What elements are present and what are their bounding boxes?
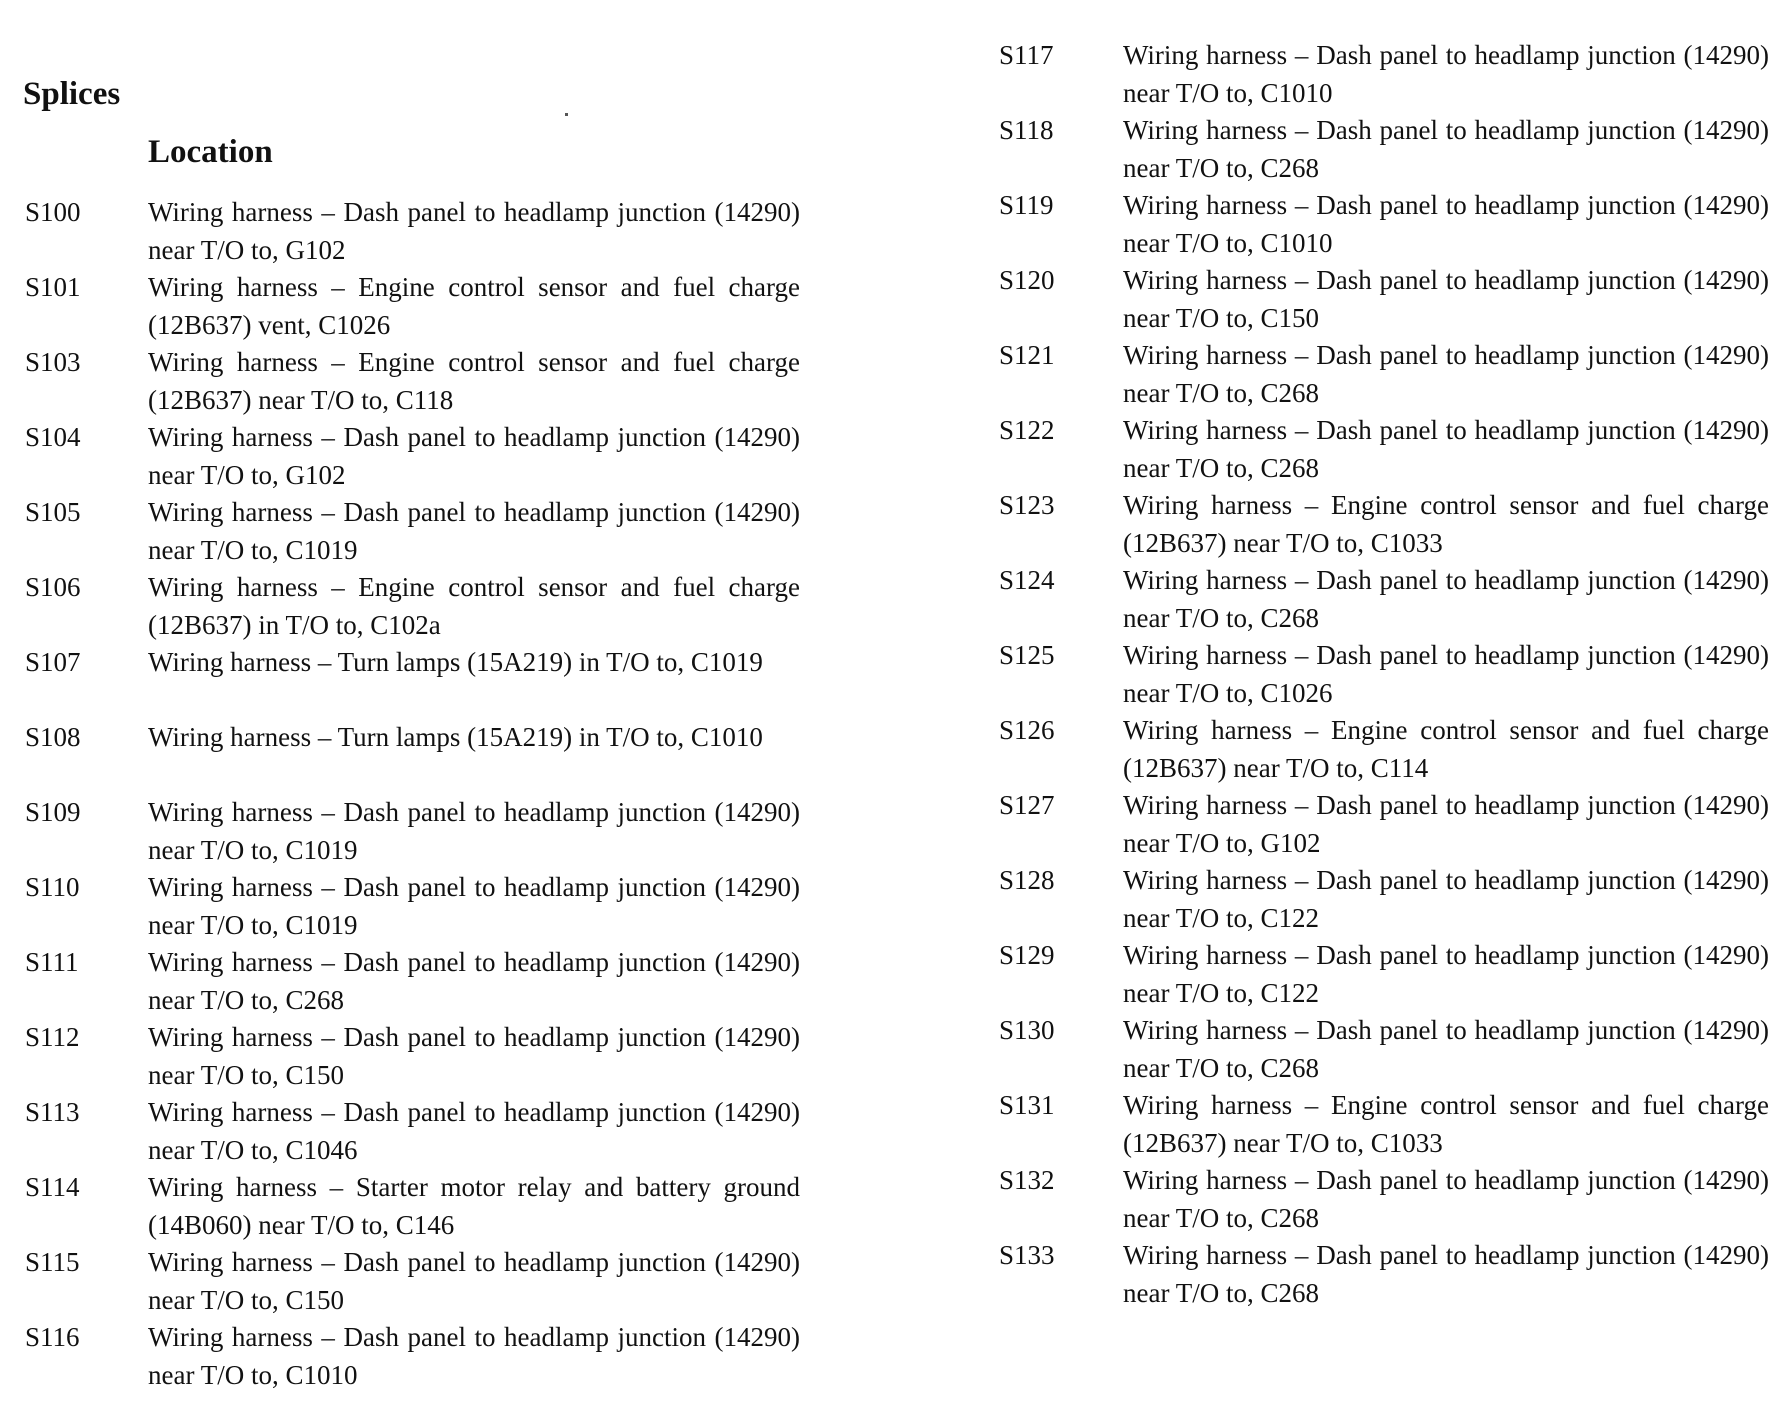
splice-id: S114 xyxy=(25,1172,80,1202)
splice-location: Wiring harness – Dash panel to headlamp junction (14290) near T/O to, C268 xyxy=(1123,1165,1769,1233)
splice-location: Wiring harness – Dash panel to headlamp junction (14290) near T/O to, C122 xyxy=(1123,940,1769,1008)
splice-id: S117 xyxy=(999,40,1054,70)
splice-entry xyxy=(25,343,800,418)
splice-entry xyxy=(999,861,1769,936)
splice-entry xyxy=(999,1161,1769,1236)
splice-location: Wiring harness – Dash panel to headlamp junction (14290) near T/O to, C1010 xyxy=(148,1322,800,1390)
splice-id: S132 xyxy=(999,1165,1055,1195)
splice-location: Wiring harness – Starter motor relay and battery ground (14B060) near T/O to, C146 xyxy=(148,1172,800,1240)
splice-location: Wiring harness – Dash panel to headlamp junction (14290) near T/O to, C268 xyxy=(1123,115,1769,183)
splice-entry xyxy=(25,718,800,793)
right-splice-list xyxy=(999,36,1769,1311)
splice-id: S100 xyxy=(25,197,81,227)
splice-id: S119 xyxy=(999,190,1054,220)
splice-id: S133 xyxy=(999,1240,1055,1270)
splice-id: S115 xyxy=(25,1247,80,1277)
splice-location: Wiring harness – Dash panel to headlamp junction (14290) near T/O to, C150 xyxy=(1123,265,1769,333)
splice-location: Wiring harness – Dash panel to headlamp junction (14290) near T/O to, C268 xyxy=(1123,565,1769,633)
splice-id: S110 xyxy=(25,872,80,902)
splice-location: Wiring harness – Dash panel to headlamp junction (14290) near T/O to, G102 xyxy=(1123,790,1769,858)
splice-id: S126 xyxy=(999,715,1055,745)
splice-entry xyxy=(999,711,1769,786)
splice-entry xyxy=(25,1093,800,1168)
splice-entry xyxy=(999,636,1769,711)
splice-id: S116 xyxy=(25,1322,80,1352)
splice-location: Wiring harness – Dash panel to headlamp junction (14290) near T/O to, C268 xyxy=(1123,340,1769,408)
splice-id: S125 xyxy=(999,640,1055,670)
splice-location: Wiring harness – Dash panel to headlamp junction (14290) near T/O to, C268 xyxy=(1123,1240,1769,1308)
splice-entry xyxy=(999,111,1769,186)
splice-location: Wiring harness – Engine control sensor and fuel charge (12B637) near T/O to, C1033 xyxy=(1123,1090,1769,1158)
splice-entry xyxy=(999,336,1769,411)
splice-location: Wiring harness – Dash panel to headlamp junction (14290) near T/O to, C1026 xyxy=(1123,640,1769,708)
splice-id: S103 xyxy=(25,347,81,377)
splice-id: S111 xyxy=(25,947,79,977)
splice-entry xyxy=(999,486,1769,561)
splice-location: Wiring harness – Dash panel to headlamp junction (14290) near T/O to, C268 xyxy=(1123,1015,1769,1083)
splice-entry xyxy=(25,1018,800,1093)
splice-location: Wiring harness – Dash panel to headlamp junction (14290) near T/O to, C122 xyxy=(1123,865,1769,933)
splice-location: Wiring harness – Dash panel to headlamp junction (14290) near T/O to, G102 xyxy=(148,197,800,265)
splice-id: S108 xyxy=(25,722,81,752)
splice-id: S106 xyxy=(25,572,81,602)
splice-entry xyxy=(999,561,1769,636)
splice-location: Wiring harness – Dash panel to headlamp junction (14290) near T/O to, C1019 xyxy=(148,797,800,865)
splice-location: Wiring harness – Dash panel to headlamp junction (14290) near T/O to, C1019 xyxy=(148,872,800,940)
splice-id: S113 xyxy=(25,1097,80,1127)
splice-id: S131 xyxy=(999,1090,1055,1120)
splice-location: Wiring harness – Dash panel to headlamp junction (14290) near T/O to, C150 xyxy=(148,1022,800,1090)
splice-entry xyxy=(999,36,1769,111)
splice-location: Wiring harness – Engine control sensor and fuel charge (12B637) near T/O to, C118 xyxy=(148,347,800,415)
splice-entry xyxy=(25,1168,800,1243)
splice-id: S104 xyxy=(25,422,81,452)
splice-location: Wiring harness – Engine control sensor and fuel charge (12B637) vent, C1026 xyxy=(148,272,800,340)
splice-id: S112 xyxy=(25,1022,80,1052)
splice-id: S124 xyxy=(999,565,1055,595)
splice-id: S128 xyxy=(999,865,1055,895)
splice-location: Wiring harness – Dash panel to headlamp junction (14290) near T/O to, C1010 xyxy=(1123,40,1769,108)
left-splice-list xyxy=(25,193,800,1393)
splice-entry xyxy=(25,193,800,268)
splice-location: Wiring harness – Dash panel to headlamp junction (14290) near T/O to, C1010 xyxy=(1123,190,1769,258)
splice-location: Wiring harness – Engine control sensor and fuel charge (12B637) in T/O to, C102a xyxy=(148,572,800,640)
splice-id: S123 xyxy=(999,490,1055,520)
stray-dot xyxy=(565,113,568,116)
splice-location: Wiring harness – Dash panel to headlamp junction (14290) near T/O to, G102 xyxy=(148,422,800,490)
splice-entry xyxy=(25,493,800,568)
splice-location: Wiring harness – Turn lamps (15A219) in T/O to, C1010 xyxy=(148,722,763,752)
splice-id: S107 xyxy=(25,647,81,677)
splice-id: S105 xyxy=(25,497,81,527)
splice-entry xyxy=(999,1086,1769,1161)
splice-id: S109 xyxy=(25,797,81,827)
page-title: Splices xyxy=(23,76,121,112)
splice-entry xyxy=(999,936,1769,1011)
splice-entry xyxy=(25,1318,800,1393)
location-column-header: Location xyxy=(148,134,273,170)
splice-entry xyxy=(999,186,1769,261)
splice-location: Wiring harness – Turn lamps (15A219) in T/O to, C1019 xyxy=(148,647,763,677)
splice-id: S101 xyxy=(25,272,81,302)
splice-id: S129 xyxy=(999,940,1055,970)
splice-entry xyxy=(25,268,800,343)
splice-id: S118 xyxy=(999,115,1054,145)
splice-entry xyxy=(25,793,800,868)
splice-location: Wiring harness – Dash panel to headlamp junction (14290) near T/O to, C150 xyxy=(148,1247,800,1315)
splice-location: Wiring harness – Dash panel to headlamp junction (14290) near T/O to, C268 xyxy=(1123,415,1769,483)
splice-entry xyxy=(999,261,1769,336)
splice-entry xyxy=(25,943,800,1018)
splice-entry xyxy=(999,1011,1769,1086)
splice-id: S120 xyxy=(999,265,1055,295)
splice-id: S127 xyxy=(999,790,1055,820)
splice-entry xyxy=(25,568,800,643)
splice-location: Wiring harness – Dash panel to headlamp junction (14290) near T/O to, C1046 xyxy=(148,1097,800,1165)
splice-entry xyxy=(25,1243,800,1318)
splice-entry xyxy=(999,1236,1769,1311)
splice-entry xyxy=(25,643,800,718)
splice-entry xyxy=(25,868,800,943)
splice-location: Wiring harness – Dash panel to headlamp junction (14290) near T/O to, C1019 xyxy=(148,497,800,565)
splice-id: S130 xyxy=(999,1015,1055,1045)
splice-entry xyxy=(999,411,1769,486)
splice-location: Wiring harness – Engine control sensor and fuel charge (12B637) near T/O to, C1033 xyxy=(1123,490,1769,558)
splice-entry xyxy=(25,418,800,493)
splice-entry xyxy=(999,786,1769,861)
splice-location: Wiring harness – Dash panel to headlamp junction (14290) near T/O to, C268 xyxy=(148,947,800,1015)
splice-location: Wiring harness – Engine control sensor and fuel charge (12B637) near T/O to, C114 xyxy=(1123,715,1769,783)
splice-id: S122 xyxy=(999,415,1055,445)
splice-id: S121 xyxy=(999,340,1055,370)
